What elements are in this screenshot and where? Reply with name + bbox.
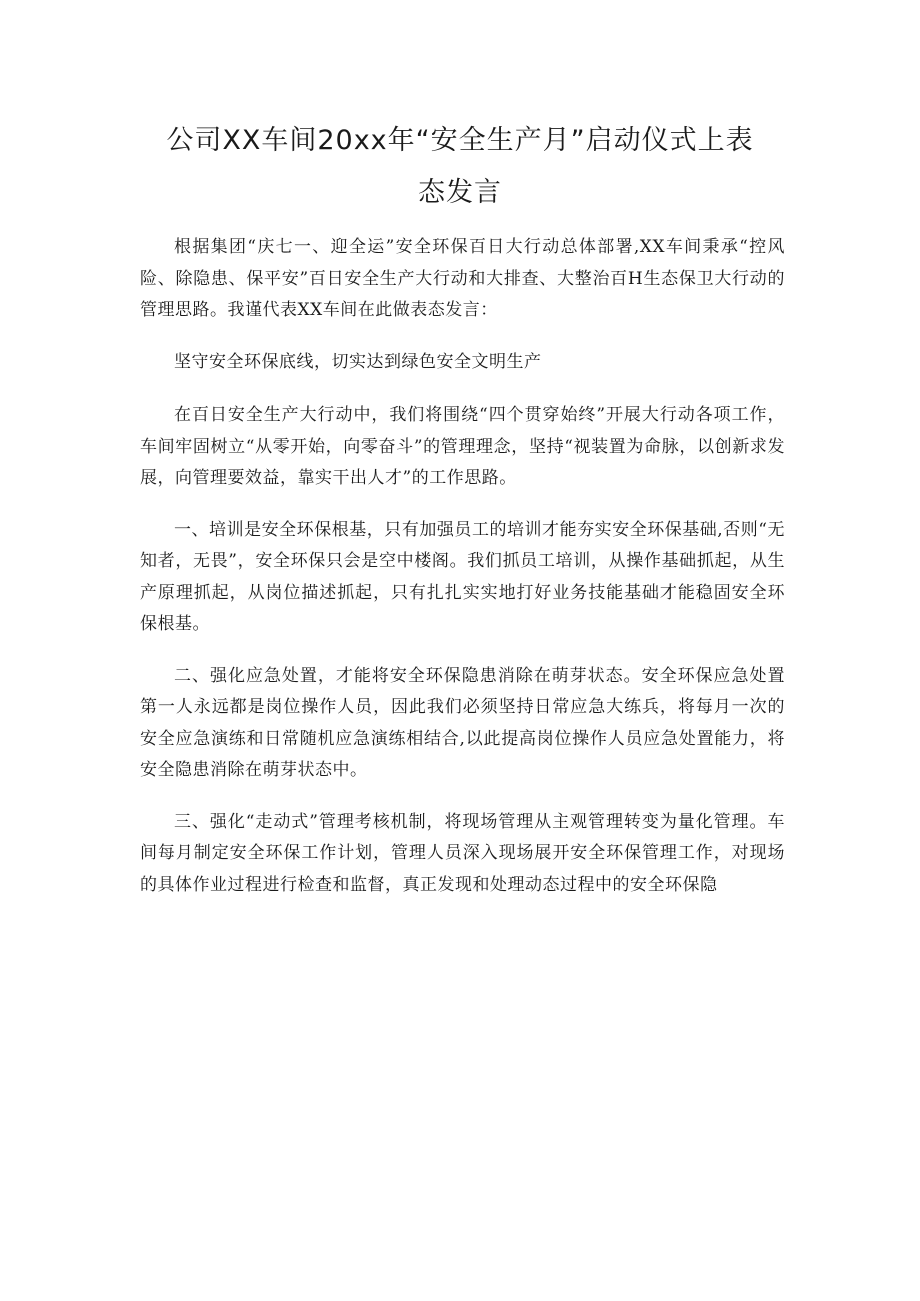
document-title-line-2: 态发言: [418, 177, 502, 208]
document-title-line-1: 公司XX车间20xx年“安全生产月”启动仪式上表: [166, 125, 754, 156]
intro-paragraph: 根据集团“庆七一、迎全运”安全环保百日大行动总体部署,XX车间秉承“控风险、除隐患、保平安”百日安全生产大行动和大排查、大整治百H生态保卫大行动的管理思路。我谨代表XX车间在此做表态发言：: [140, 237, 785, 320]
paragraph-point-2: 二、强化应急处置，才能将安全环保隐患消除在萌芽状态。安全环保应急处置第一人永远都是岗位操作人员，因此我们必须坚持日常应急大练兵，将每月一次的安全应急演练和日常随机应急演练相结合,以此提高岗位操作人员应急处置能力，将安全隐患消除在萌芽状态中。: [140, 665, 785, 780]
paragraph-overview: 在百日安全生产大行动中，我们将围绕“四个贯穿始终”开展大行动各项工作，车间牢固树立“从零开始，向零奋斗”的管理理念，坚持“视装置为命脉，以创新求发展，向管理要效益，靠实干出人才”的工作思路。: [140, 405, 785, 488]
document-body: [140, 232, 785, 921]
paragraph-point-3: 三、强化“走动式”管理考核机制，将现场管理从主观管理转变为量化管理。车间每月制定安全环保工作计划，管理人员深入现场展开安全环保管理工作，对现场的具体作业过程进行检查和监督，真正发现和处理动态过程中的安全环保隐: [140, 811, 785, 895]
section-heading: 坚守安全环保底线，切实达到绿色安全文明生产: [174, 351, 542, 372]
paragraph-point-1: 一、培训是安全环保根基，只有加强员工的培训才能夯实安全环保基础,否则“无知者，无畏”，安全环保只会是空中楼阁。我们抓员工培训，从操作基础抓起，从生产原理抓起，从岗位描述抓起，只有扎扎实实地打好业务技能基础才能稳固安全环保根基。: [140, 519, 785, 634]
